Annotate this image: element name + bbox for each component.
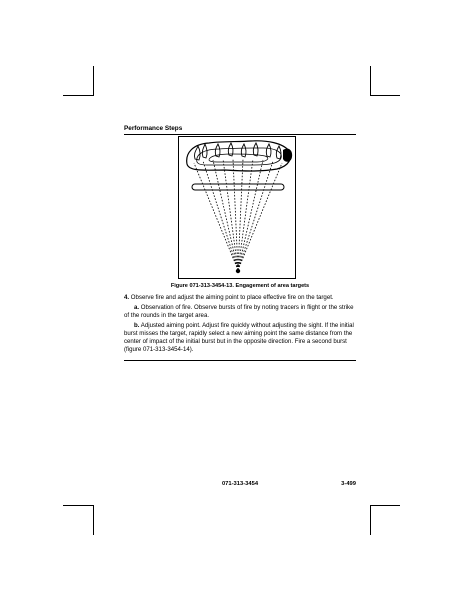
step-text — [124, 294, 356, 356]
task-code: 071-313-3454 — [221, 481, 259, 487]
body-divider — [124, 360, 356, 361]
step-4-number: 4. — [124, 294, 130, 301]
step-4a-label: a. — [134, 304, 140, 311]
step-4b-label: b. — [134, 322, 140, 329]
lines-of-fire — [194, 159, 282, 270]
step-4-text: Observe fire and adjust the aiming point to place effective fire on the target. — [130, 294, 334, 301]
crop-mark — [370, 66, 371, 96]
step-4a-text: Observation of fire. Observe bursts of fire by noting tracers in flight or the strike of the rounds in the target area. — [124, 304, 354, 319]
page-number: 3-499 — [341, 481, 356, 487]
figure-caption: Figure 071-313-3454-13. Engagement of area targets — [170, 283, 310, 289]
step-4b — [124, 322, 356, 354]
crop-mark — [63, 505, 93, 506]
impact-bursts — [194, 143, 281, 160]
crop-mark — [370, 505, 371, 535]
crop-mark — [370, 505, 400, 506]
step-4a — [124, 304, 356, 320]
crop-mark — [370, 95, 400, 96]
crop-mark — [93, 505, 94, 535]
area-target-illustration — [179, 137, 297, 280]
target-right-end — [283, 149, 292, 162]
crop-mark — [93, 66, 94, 96]
section-header: Performance Steps — [124, 125, 183, 132]
step-4b-text: Adjusted aiming point. Adjust fire quickly without adjusting the sight. If the initial burst misses the target, rapidly select a new aiming point the same distance from the center of impact of the initial burst but in the opposite direction. Fire a second burst (figure 071-313-3454-14). — [124, 322, 354, 353]
crop-mark — [63, 95, 93, 96]
header-divider — [124, 134, 356, 135]
traverse-bar — [192, 184, 284, 190]
target-area-core — [209, 154, 268, 162]
area-target-figure — [178, 136, 296, 279]
step-4 — [124, 294, 356, 302]
